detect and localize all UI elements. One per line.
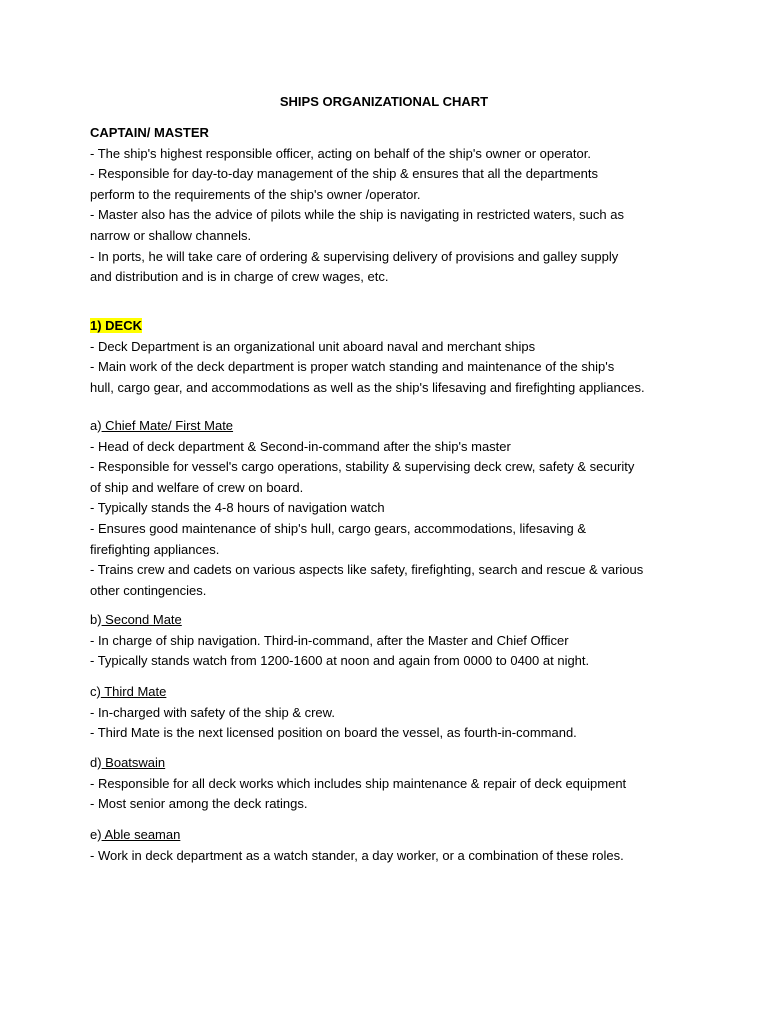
section-captain [90,123,690,288]
chief-mate-prefix: a) [90,418,102,433]
third-mate-line: - In-charged with safety of the ship & crew. [90,704,335,720]
deck-line: hull, cargo gear, and accommodations as well as the ship's lifesaving and firefighting appliances. [90,379,645,395]
captain-line: - The ship's highest responsible officer, acting on behalf of the ship's owner or operator. [90,145,591,161]
able-seaman-line: - Work in deck department as a watch stander, a day worker, or a combination of these roles. [90,847,624,863]
captain-heading: CAPTAIN/ MASTER [90,125,209,140]
captain-line: and distribution and is in charge of crew wages, etc. [90,269,389,285]
chief-mate-line: - Trains crew and cadets on various aspects like safety, firefighting, search and rescue & various [90,562,644,578]
page-title: SHIPS ORGANIZATIONAL CHART [279,94,489,109]
deck-line: - Main work of the deck department is proper watch standing and maintenance of the ship's [90,359,615,375]
boatswain-line: - Most senior among the deck ratings. [90,796,308,812]
second-mate-heading: Second Mate [101,612,182,627]
boatswain-prefix: d) [90,755,102,770]
section-chief-mate [90,416,690,601]
captain-line: narrow or shallow channels. [90,227,252,243]
section-able-seaman [90,825,690,866]
chief-mate-line: firefighting appliances. [90,541,220,557]
boatswain-line: - Responsible for all deck works which includes ship maintenance & repair of deck equipment [90,775,627,791]
third-mate-line: - Third Mate is the next licensed position on board the vessel, as fourth-in-command. [90,725,577,741]
section-boatswain [90,753,690,815]
third-mate-heading: Third Mate [100,684,167,699]
captain-line: - Responsible for day-to-day management of the ship & ensures that all the departments [90,166,599,182]
chief-mate-line: - Typically stands the 4-8 hours of navigation watch [90,500,385,516]
deck-heading: 1) DECK [90,318,143,333]
able-seaman-prefix: e) [90,827,102,842]
chief-mate-line: of ship and welfare of crew on board. [90,479,304,495]
second-mate-line: - In charge of ship navigation. Third-in-command, after the Master and Chief Officer [90,632,569,648]
section-deck [90,316,690,398]
second-mate-line: - Typically stands watch from 1200-1600 at noon and again from 0000 to 0400 at night. [90,653,590,669]
second-mate-prefix: b) [90,612,102,627]
chief-mate-line: - Responsible for vessel's cargo operations, stability & supervising deck crew, safety & security [90,459,635,475]
chief-mate-line: - Ensures good maintenance of ship's hull, cargo gears, accommodations, lifesaving & [90,520,587,536]
section-second-mate [90,610,690,672]
deck-line: - Deck Department is an organizational unit aboard naval and merchant ships [90,338,536,354]
boatswain-heading: Boatswain [101,755,166,770]
chief-mate-line: other contingencies. [90,582,207,598]
third-mate-prefix: c) [90,684,101,699]
captain-line: - Master also has the advice of pilots while the ship is navigating in restricted waters, such as [90,207,624,223]
section-third-mate [90,682,690,744]
chief-mate-line: - Head of deck department & Second-in-command after the ship's master [90,438,511,454]
captain-line: - In ports, he will take care of ordering & supervising delivery of provisions and galley supply [90,248,619,264]
chief-mate-heading: Chief Mate/ First Mate [101,418,234,433]
captain-line: perform to the requirements of the ship's owner /operator. [90,186,421,202]
able-seaman-heading: Able seaman [101,827,181,842]
